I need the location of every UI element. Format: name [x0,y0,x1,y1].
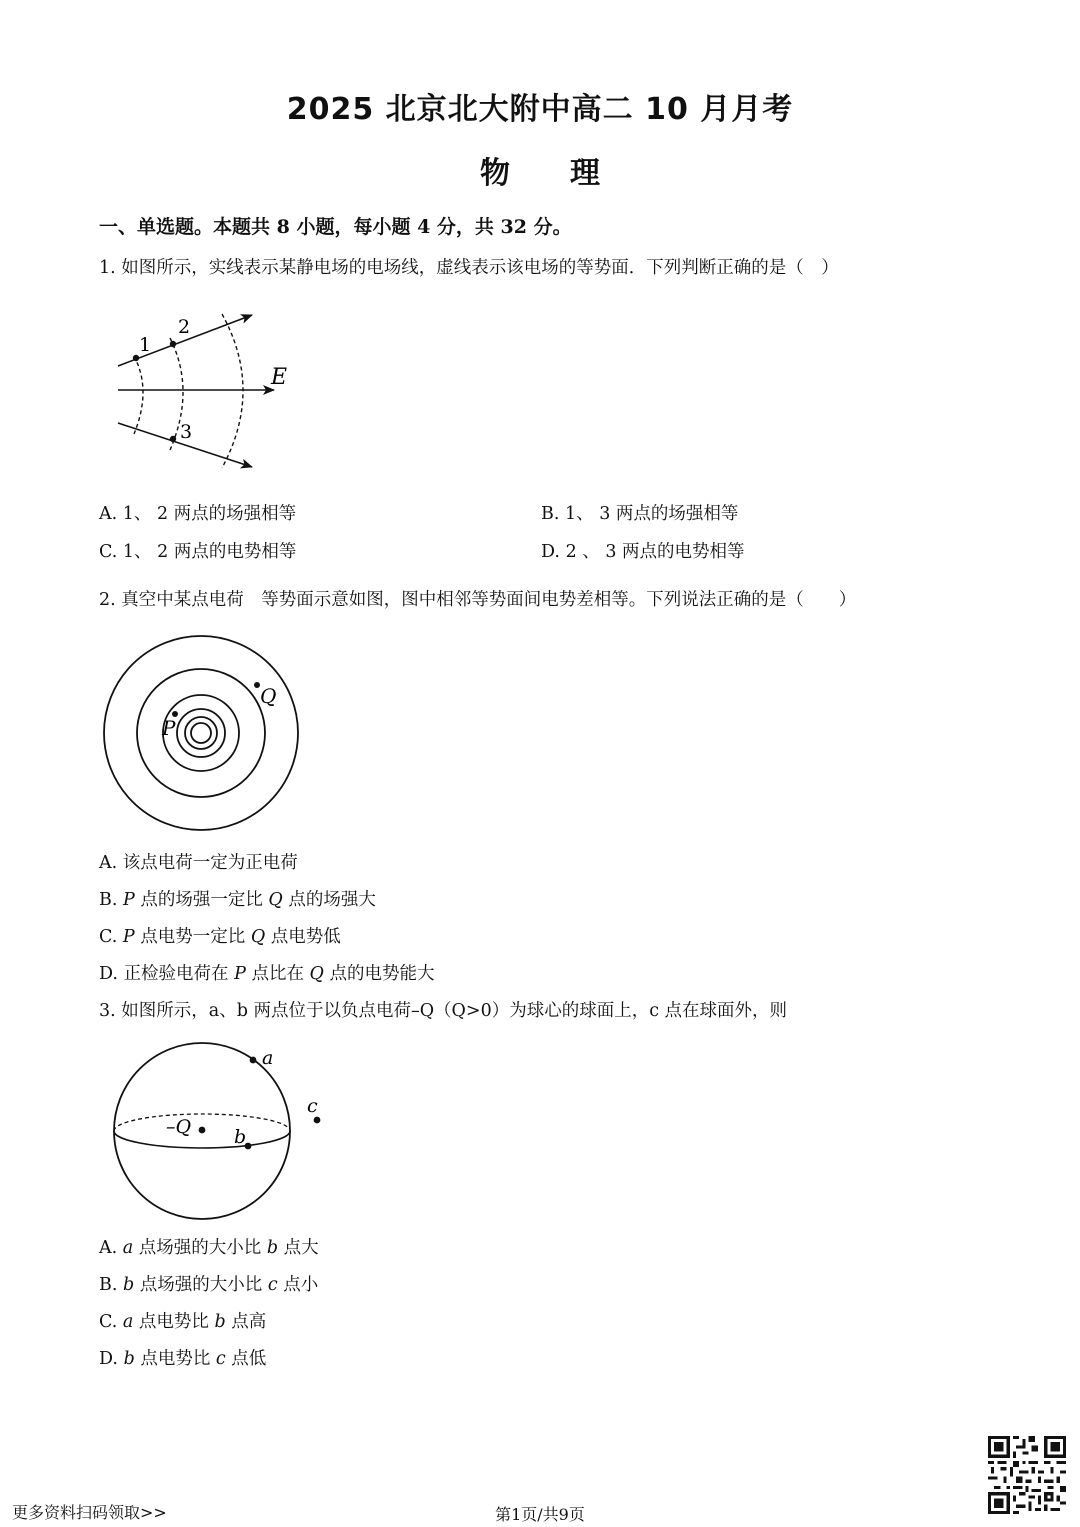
question-2-stem: 2. 真空中某点电荷 等势面示意如图，图中相邻等势面间电势差相等。下列说法正确的是（ ） [99,590,857,610]
point-c-dot [314,1117,321,1124]
equipotential-1 [134,356,143,434]
question-3-figure [100,1036,340,1226]
equipotential-ring-2 [137,669,265,797]
equipotential-ring-5 [185,717,217,749]
charge-label: –Q [166,1116,192,1138]
equipotential-ring-6 [191,723,211,743]
q3-option-a[interactable]: A. a 点场强的大小比 b 点大 [99,1238,319,1258]
exam-title: 2025 北京北大附中高二 10 月月考 [286,92,794,127]
point-3-dot [170,436,176,442]
charge-dot [199,1127,206,1134]
question-1-stem: 1. 如图所示，实线表示某静电场的电场线，虚线表示该电场的等势面．下列判断正确的是（ ） [99,258,839,278]
point-2-label: 2 [178,316,191,338]
promo-link[interactable]: 更多资料扫码领取>> [12,1503,167,1522]
point-b-label: b [234,1126,247,1148]
q1-option-a[interactable]: A. 1、 2 两点的场强相等 [99,504,297,524]
point-1-label: 1 [139,334,152,356]
point-a-label: a [262,1047,274,1069]
q3-option-b[interactable]: B. b 点场强的大小比 c 点小 [99,1275,319,1295]
point-2-dot [170,341,176,347]
q3-option-c[interactable]: C. a 点电势比 b 点高 [99,1312,267,1332]
point-q-label: Q [260,684,277,708]
q1-option-d[interactable]: D. 2 、 3 两点的电势相等 [541,542,745,562]
q1-option-c[interactable]: C. 1、 2 两点的电势相等 [99,542,297,562]
question-3-stem: 3. 如图所示，a、b 两点位于以负点电荷–Q（Q>0）为球心的球面上，c 点在球面外，则 [99,1001,788,1021]
point-a-dot [250,1057,257,1064]
q2-option-b[interactable]: B. P 点的场强一定比 Q 点的场强大 [99,890,376,910]
equipotential-ring-1 [104,636,298,830]
q3-option-d[interactable]: D. b 点电势比 c 点低 [99,1349,267,1369]
question-1-figure [100,300,300,480]
q2-option-a[interactable]: A. 该点电荷一定为正电荷 [99,853,298,873]
point-p-label: P [162,716,176,740]
page-number: 第1页/共9页 [495,1505,585,1524]
field-label: E [271,365,288,390]
q2-option-d[interactable]: D. 正检验电荷在 P 点比在 Q 点的电势能大 [99,964,435,984]
equipotential-3 [222,314,243,468]
q1-option-b[interactable]: B. 1、 3 两点的场强相等 [541,504,739,524]
point-3-label: 3 [180,421,193,443]
sphere-equator-front [114,1131,290,1148]
question-2-figure [100,632,304,836]
subject-title: 物 理 [480,156,600,191]
q2-option-c[interactable]: C. P 点电势一定比 Q 点电势低 [99,927,341,947]
point-c-label: c [307,1095,318,1117]
section-heading: 一、单选题。本题共 8 小题，每小题 4 分，共 32 分。 [99,216,572,238]
